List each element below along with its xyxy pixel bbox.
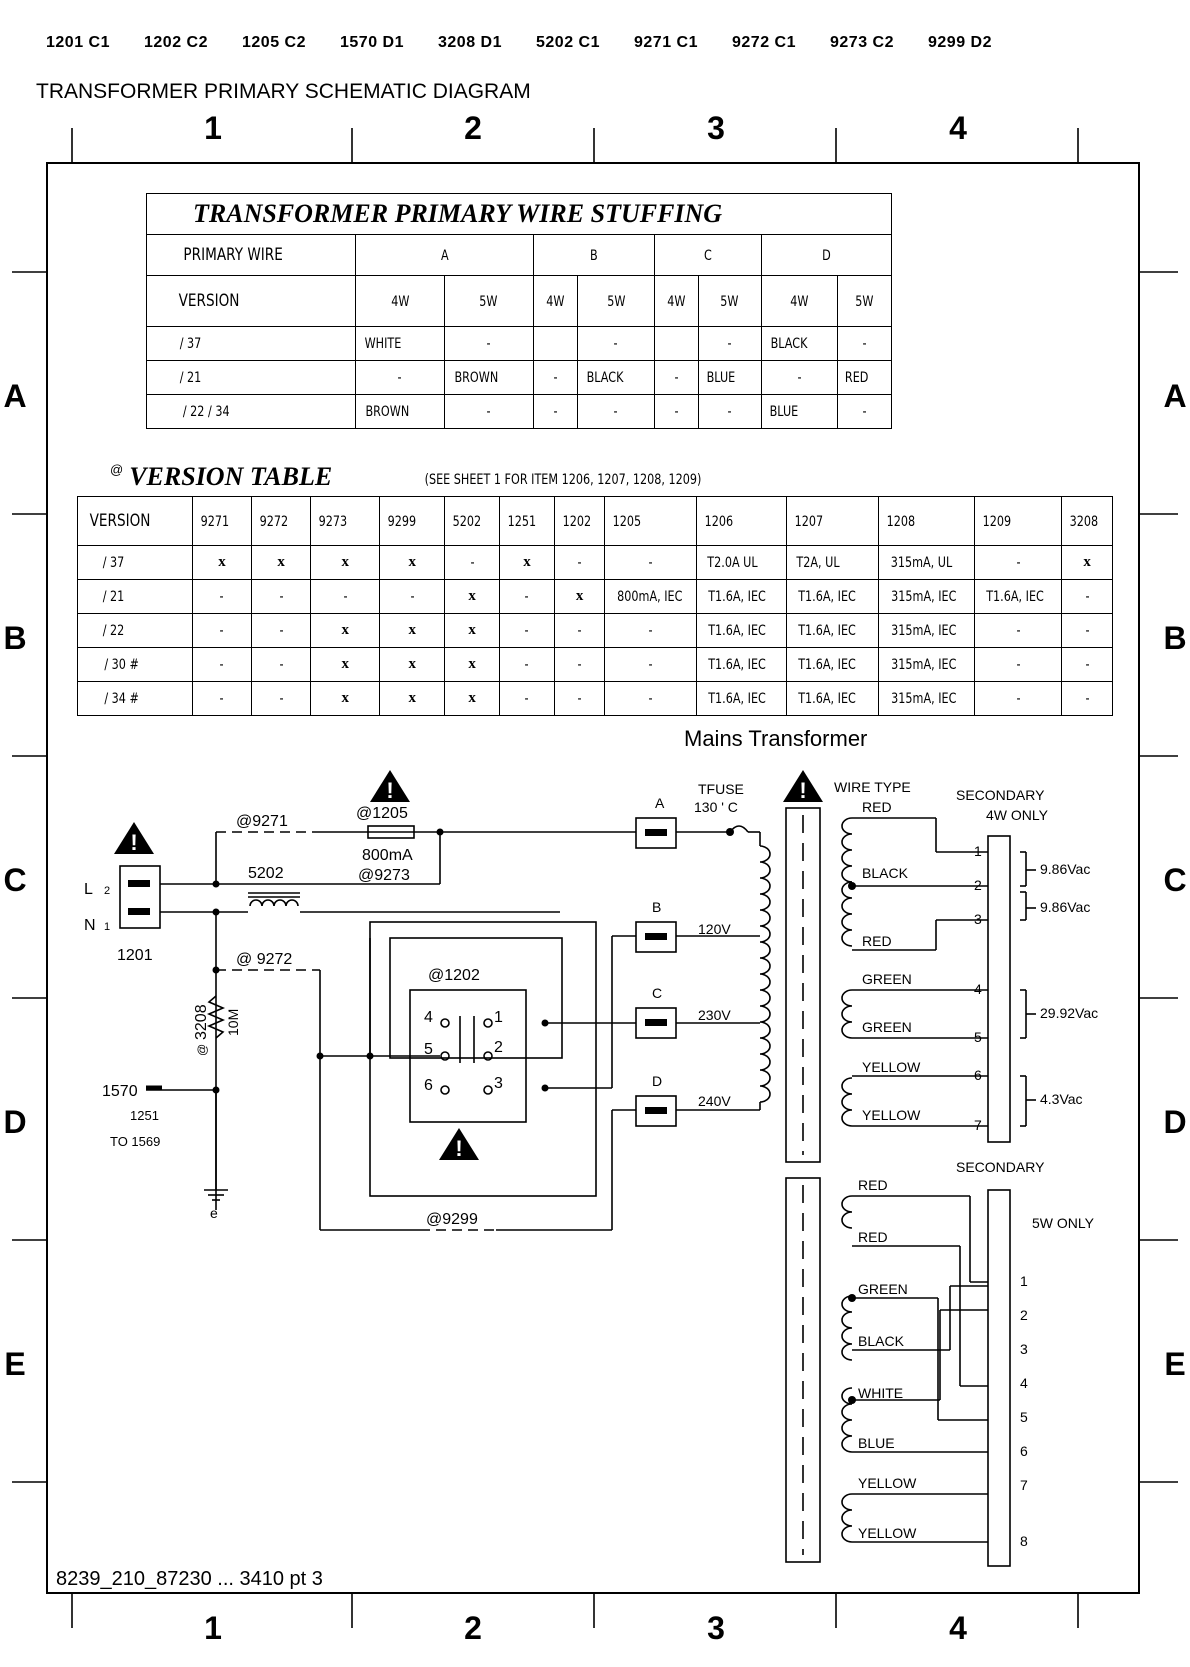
version-header: 9272 xyxy=(259,513,289,530)
sec4-wire-label: YELLOW xyxy=(862,1107,921,1123)
version-cell: - xyxy=(219,657,225,673)
tap-a: A xyxy=(655,795,665,811)
sec4-pin-label: 1 xyxy=(974,843,982,859)
sec5-wire-label: GREEN xyxy=(858,1281,908,1297)
version-cell: x xyxy=(468,656,476,672)
grid-row-a-right: A xyxy=(1163,378,1187,414)
stuffing-cell: - xyxy=(486,404,491,420)
sec4-pin-label: 6 xyxy=(974,1067,982,1083)
version-label: VERSION xyxy=(178,291,240,311)
sec5-wire-label: WHITE xyxy=(858,1385,904,1401)
label-pin-n-num: 1 xyxy=(104,921,111,933)
label-1570: 1570 xyxy=(102,1083,138,1100)
version-cell: T1.6A, IEC xyxy=(708,623,766,639)
label-pin-l-num: 2 xyxy=(104,885,111,897)
version-cell: T1.6A, IEC xyxy=(708,657,766,673)
version-cell: x xyxy=(468,690,476,706)
version-header: 1207 xyxy=(794,513,824,530)
stuffing-cell: - xyxy=(397,370,402,386)
grid-col-3-bottom: 3 xyxy=(707,1610,725,1646)
at-symbol: @ xyxy=(110,462,124,477)
version-cell: - xyxy=(470,555,475,571)
sec4-voltage-label: 4.3Vac xyxy=(1040,1091,1083,1107)
version-cell: - xyxy=(648,555,653,571)
sec4-wire-label: YELLOW xyxy=(862,1059,921,1075)
version-header: 1209 xyxy=(982,513,1011,530)
sec4-pin-label: 2 xyxy=(974,877,982,893)
stuffing-table-title: TRANSFORMER PRIMARY WIRE STUFFING xyxy=(193,199,723,228)
sec5-pin-label: 5 xyxy=(1020,1409,1028,1425)
stuffing-cell: - xyxy=(486,336,491,352)
version-cell: - xyxy=(1016,623,1021,639)
version-header: 1202 xyxy=(562,513,591,530)
version-cell: / 30 # xyxy=(104,657,139,673)
label-to1569: TO 1569 xyxy=(110,1134,161,1149)
stuffing-cell: - xyxy=(674,370,679,386)
sec5-wire-label: BLACK xyxy=(858,1333,904,1349)
grid-row-c: C xyxy=(3,862,27,898)
ref-code: 1205 C2 xyxy=(242,34,306,51)
stuffing-cell: RED xyxy=(845,370,869,386)
label-9272: @ 9272 xyxy=(236,951,293,968)
tap-volt-230: 230V xyxy=(698,1007,731,1023)
version-cell: / 22 xyxy=(102,623,125,639)
version-cell: 315mA, IEC xyxy=(891,657,957,673)
ref-code: 9271 C1 xyxy=(634,34,698,51)
sec4-voltage-label: 29.92Vac xyxy=(1040,1005,1099,1021)
sub-header: 5W xyxy=(479,293,498,310)
version-cell: - xyxy=(1085,657,1090,673)
label-fuse-value: 800mA xyxy=(362,847,413,864)
sec4-pin-label: 3 xyxy=(974,911,982,927)
tap-volt-120: 120V xyxy=(698,921,731,937)
sub-header: 4W xyxy=(390,293,410,310)
version-cell: x xyxy=(341,554,350,570)
sub-header: 5W xyxy=(606,293,626,310)
sec5-pin-label: 8 xyxy=(1020,1533,1028,1549)
label-3208-at: @ xyxy=(195,1043,209,1056)
label-1202: @1202 xyxy=(428,967,480,984)
sec4-pin-label: 4 xyxy=(974,981,982,997)
version-cell: 315mA, IEC xyxy=(891,623,957,639)
version-cell: - xyxy=(1085,691,1090,707)
group-header: A xyxy=(440,247,449,264)
sec4-wire-label: GREEN xyxy=(862,971,912,987)
version-cell: - xyxy=(219,691,225,707)
grid-col-4: 4 xyxy=(949,110,967,146)
version-cell: - xyxy=(219,589,225,605)
label-1251: 1251 xyxy=(130,1108,159,1123)
version-cell: 800mA, IEC xyxy=(617,589,683,605)
sec5-wire-label: YELLOW xyxy=(858,1525,917,1541)
version-cell: - xyxy=(279,691,284,707)
version-cell: - xyxy=(219,623,225,639)
stuffing-cell: - xyxy=(553,370,558,386)
version-header: 5202 xyxy=(452,513,482,530)
version-cell: - xyxy=(1085,589,1090,605)
label-wire-type: WIRE TYPE xyxy=(834,779,911,795)
stuffing-cell: BROWN xyxy=(365,404,410,420)
svg-text:!: ! xyxy=(799,778,807,803)
version-cell: - xyxy=(343,589,348,605)
version-cell: - xyxy=(524,589,529,605)
switch-pin-2: 2 xyxy=(494,1039,503,1056)
version-cell: - xyxy=(524,657,529,673)
sub-header: 5W xyxy=(720,293,739,310)
sub-header: 4W xyxy=(790,293,809,310)
version-cell: - xyxy=(410,589,415,605)
sec4-pin-label: 7 xyxy=(974,1117,982,1133)
ref-code: 5202 C1 xyxy=(536,34,600,51)
sub-header: 5W xyxy=(855,293,874,310)
grid-col-1-bottom: 1 xyxy=(204,1610,222,1646)
label-5w-only: 5W ONLY xyxy=(1032,1215,1094,1231)
label-secondary-5w: SECONDARY xyxy=(956,1159,1045,1175)
version-cell: T2.0A UL xyxy=(707,555,758,571)
grid-row-d-right: D xyxy=(1163,1104,1187,1140)
grid-col-2: 2 xyxy=(464,110,482,146)
sec5-pin-label: 6 xyxy=(1020,1443,1028,1459)
version-header: 9271 xyxy=(200,513,230,530)
version-cell: - xyxy=(577,555,582,571)
version-header: 9273 xyxy=(318,513,348,530)
version-header: 1205 xyxy=(613,513,642,530)
grid-row-b: B xyxy=(3,620,27,656)
version-cell: - xyxy=(577,657,582,673)
label-9273: @9273 xyxy=(358,867,410,884)
stuffing-cell: BLUE xyxy=(769,404,798,420)
tap-d: D xyxy=(652,1073,663,1089)
version-cell: x xyxy=(218,554,226,570)
sub-header: 4W xyxy=(667,293,686,310)
stuffing-version: / 37 xyxy=(179,336,202,352)
version-cell: x xyxy=(575,588,584,604)
svg-text:!: ! xyxy=(130,830,138,855)
version-cell: 315mA, IEC xyxy=(891,589,957,605)
version-cell: - xyxy=(524,623,529,639)
group-header: D xyxy=(822,247,831,264)
version-header: 9299 xyxy=(387,513,417,530)
version-header: 3208 xyxy=(1069,513,1099,530)
tap-c: C xyxy=(652,985,663,1001)
version-cell: x xyxy=(468,622,476,638)
sec5-wire-label: RED xyxy=(858,1177,888,1193)
switch-pin-6: 6 xyxy=(424,1077,433,1094)
stuffing-cell: WHITE xyxy=(364,336,402,352)
version-cell: - xyxy=(279,623,284,639)
stuffing-cell: - xyxy=(727,404,732,420)
grid-col-3: 3 xyxy=(707,110,725,146)
version-cell: - xyxy=(524,691,529,707)
stuffing-cell: BLUE xyxy=(706,370,736,386)
sec5-pin-label: 2 xyxy=(1020,1307,1028,1323)
switch-pin-5: 5 xyxy=(424,1041,433,1058)
ref-code: 1201 C1 xyxy=(46,34,110,51)
version-cell: T1.6A, IEC xyxy=(798,589,857,605)
stuffing-cell: - xyxy=(862,404,867,420)
stuffing-version: / 22 / 34 xyxy=(182,404,230,420)
version-cell: - xyxy=(1016,691,1021,707)
tap-volt-240: 240V xyxy=(698,1093,731,1109)
version-cell: T1.6A, IEC xyxy=(798,691,857,707)
version-cell: 315mA, UL xyxy=(890,555,953,571)
version-cell: x xyxy=(341,622,350,638)
version-cell: x xyxy=(408,656,416,672)
version-cell: x xyxy=(408,622,416,638)
stuffing-cell: - xyxy=(862,336,867,352)
switch-pin-1: 1 xyxy=(494,1009,503,1026)
primary-wire-label: PRIMARY WIRE xyxy=(183,245,283,265)
version-cell: 315mA, IEC xyxy=(891,691,957,707)
stuffing-cell: - xyxy=(553,404,558,420)
grid-col-2-bottom: 2 xyxy=(464,1610,482,1646)
version-cell: - xyxy=(648,623,653,639)
page-title: TRANSFORMER PRIMARY SCHEMATIC DIAGRAM xyxy=(36,80,531,103)
ref-code: 9272 C1 xyxy=(732,34,796,51)
version-cell: - xyxy=(1016,555,1021,571)
stuffing-cell: - xyxy=(727,336,732,352)
version-cell: x xyxy=(523,554,531,570)
label-1201: 1201 xyxy=(117,947,153,964)
label-9271: @9271 xyxy=(236,813,288,830)
grid-row-a: A xyxy=(3,378,27,414)
version-cell: / 34 # xyxy=(104,691,139,707)
version-table-title-text: VERSION TABLE xyxy=(129,462,333,491)
label-tfuse-temp: 130 ' C xyxy=(694,799,738,815)
stuffing-cell: - xyxy=(613,404,618,420)
label-ground: e xyxy=(210,1205,218,1221)
grid-col-1: 1 xyxy=(204,110,222,146)
sec4-pin-label: 5 xyxy=(974,1029,982,1045)
label-pin-n: N xyxy=(84,917,96,934)
label-4w-only: 4W ONLY xyxy=(986,807,1048,823)
sec4-wire-label: GREEN xyxy=(862,1019,912,1035)
grid-col-4-bottom: 4 xyxy=(949,1610,967,1646)
sec5-pin-label: 3 xyxy=(1020,1341,1028,1357)
version-cell: T1.6A, IEC xyxy=(798,623,857,639)
grid-row-e: E xyxy=(4,1346,26,1382)
label-5202: 5202 xyxy=(248,865,284,882)
version-header: 1208 xyxy=(886,513,916,530)
label-pin-l: L xyxy=(84,881,93,898)
version-cell: T2A, UL xyxy=(796,555,840,571)
sec4-wire-label: RED xyxy=(862,799,892,815)
version-header: VERSION xyxy=(89,511,151,531)
version-cell: T1.6A, IEC xyxy=(986,589,1044,605)
grid-row-e-right: E xyxy=(1164,1346,1186,1382)
version-cell: x xyxy=(1083,554,1091,570)
label-1205: @1205 xyxy=(356,805,408,822)
sec5-wire-label: RED xyxy=(858,1229,888,1245)
grid-row-b-right: B xyxy=(1163,620,1187,656)
sec4-wire-label: RED xyxy=(862,933,892,949)
sec5-wire-label: YELLOW xyxy=(858,1475,917,1491)
stuffing-version: / 21 xyxy=(179,370,202,386)
stuffing-cell: BROWN xyxy=(454,370,499,386)
version-cell: T1.6A, IEC xyxy=(708,691,766,707)
version-cell: x xyxy=(408,554,416,570)
stuffing-cell: - xyxy=(797,370,802,386)
sub-header: 4W xyxy=(546,293,565,310)
label-3208: 3208 xyxy=(193,1004,210,1040)
version-cell: - xyxy=(1085,623,1090,639)
version-cell: - xyxy=(648,657,653,673)
label-tfuse: TFUSE xyxy=(698,781,744,797)
tap-b: B xyxy=(652,899,662,915)
ref-code: 3208 D1 xyxy=(438,34,502,51)
version-cell: x xyxy=(341,690,350,706)
switch-pin-4: 4 xyxy=(424,1009,433,1026)
grid-row-c-right: C xyxy=(1163,862,1187,898)
label-9299: @9299 xyxy=(426,1211,478,1228)
version-cell: - xyxy=(577,691,582,707)
version-cell: x xyxy=(277,554,285,570)
version-cell: - xyxy=(577,623,582,639)
sec4-voltage-label: 9.86Vac xyxy=(1040,861,1091,877)
stuffing-cell: BLACK xyxy=(770,336,808,352)
sec4-voltage-label: 9.86Vac xyxy=(1040,899,1091,915)
label-10m: 10M xyxy=(225,1008,241,1036)
version-cell: T1.6A, IEC xyxy=(798,657,857,673)
version-cell: - xyxy=(1016,657,1021,673)
version-table-note: (SEE SHEET 1 FOR ITEM 1206, 1207, 1208, 1209) xyxy=(424,472,702,488)
sec5-pin-label: 4 xyxy=(1020,1375,1028,1391)
version-cell: x xyxy=(408,690,416,706)
sec5-wire-label: BLUE xyxy=(858,1435,895,1451)
ref-code: 9299 D2 xyxy=(928,34,992,51)
grid-row-d: D xyxy=(3,1104,27,1140)
ref-code: 1202 C2 xyxy=(144,34,208,51)
version-cell: T1.6A, IEC xyxy=(708,589,766,605)
sec4-wire-label: BLACK xyxy=(862,865,908,881)
group-header: B xyxy=(589,247,598,264)
label-secondary-4w: SECONDARY xyxy=(956,787,1045,803)
ref-code: 9273 C2 xyxy=(830,34,894,51)
version-header: 1206 xyxy=(704,513,734,530)
version-cell: x xyxy=(468,588,476,604)
version-cell: / 37 xyxy=(102,555,125,571)
svg-text:!: ! xyxy=(386,778,394,803)
stuffing-cell: - xyxy=(613,336,618,352)
version-header: 1251 xyxy=(507,513,537,530)
version-cell: / 21 xyxy=(102,589,125,605)
sec5-pin-label: 7 xyxy=(1020,1477,1028,1493)
version-cell: x xyxy=(341,656,350,672)
switch-pin-3: 3 xyxy=(494,1075,503,1092)
group-header: C xyxy=(703,247,712,264)
mains-transformer-title: Mains Transformer xyxy=(684,726,868,751)
stuffing-cell: - xyxy=(674,404,679,420)
version-cell: - xyxy=(648,691,653,707)
version-cell: - xyxy=(279,589,284,605)
svg-text:!: ! xyxy=(455,1136,463,1161)
ref-code: 1570 D1 xyxy=(340,34,404,51)
stuffing-cell: BLACK xyxy=(586,370,624,386)
sec5-pin-label: 1 xyxy=(1020,1273,1028,1289)
version-cell: - xyxy=(279,657,284,673)
footer-code: 8239_210_87230 ... 3410 pt 3 xyxy=(56,1568,323,1590)
